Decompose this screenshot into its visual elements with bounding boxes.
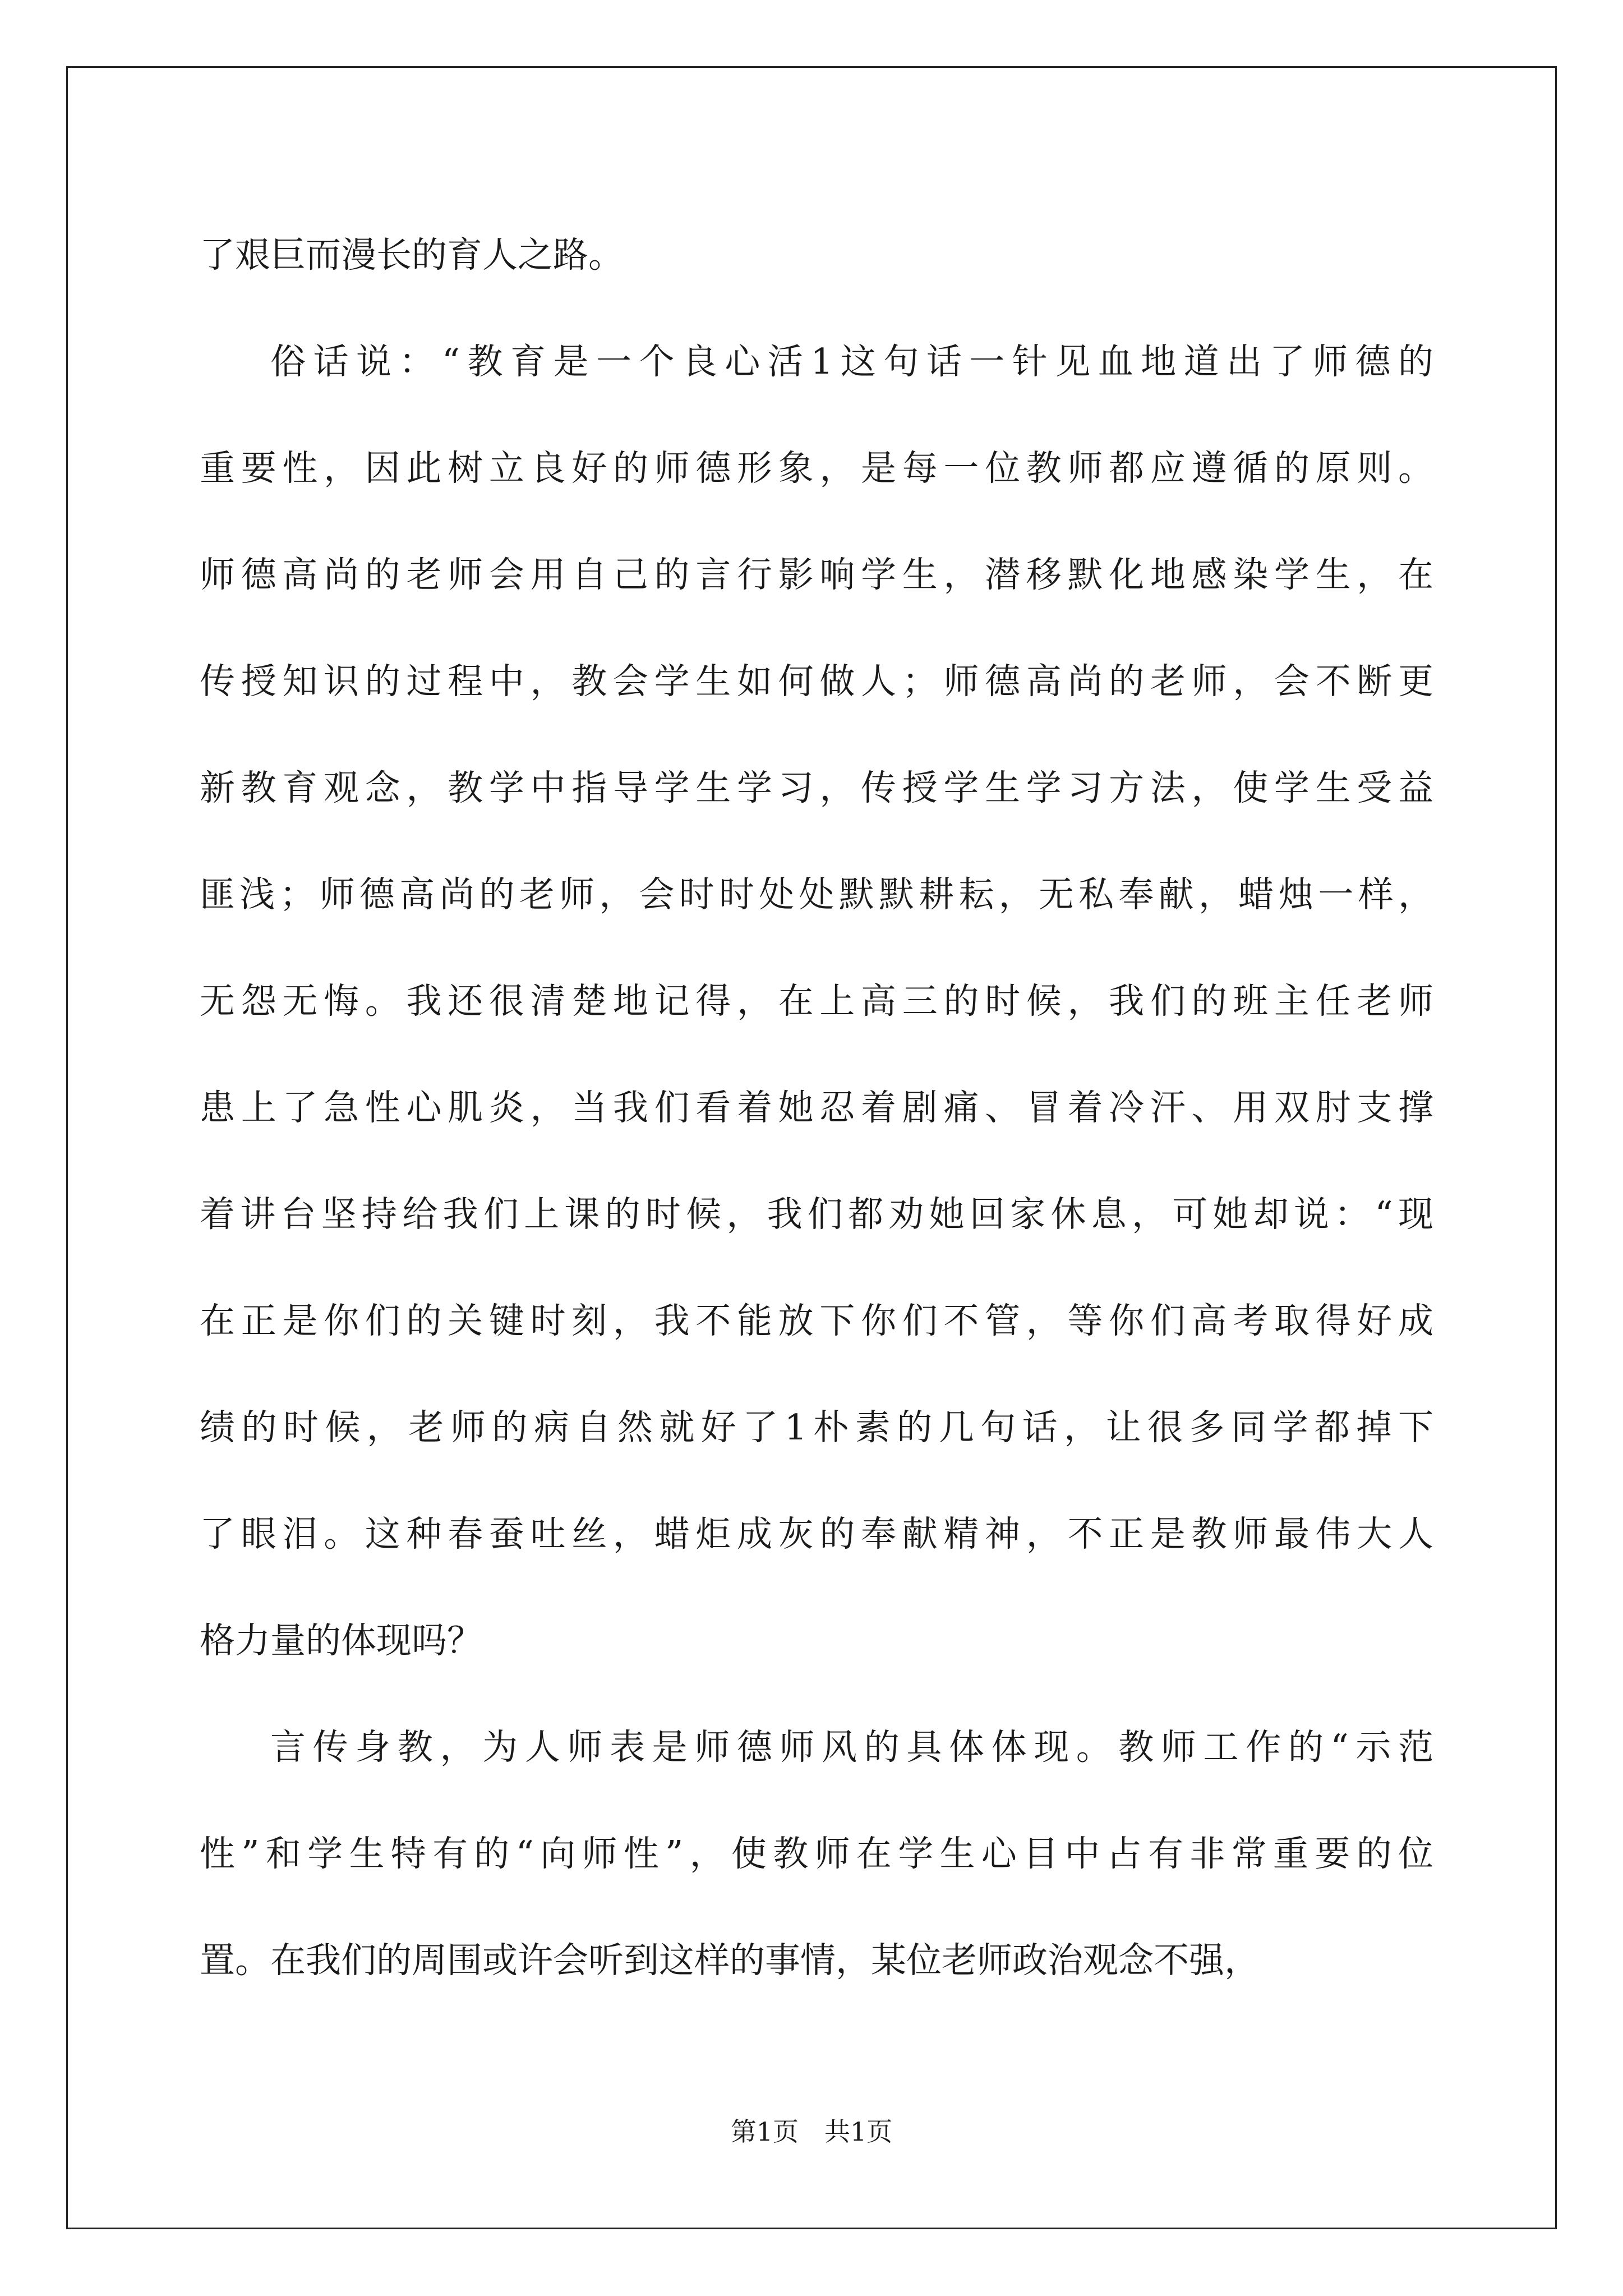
text-line: 置。在我们的周围或许会听到这样的事情，某位老师政治观念不强，	[200, 1940, 1260, 1981]
text-line: 患上了急性心肌炎，当我们看着她忍着剧痛、冒着冷汗、用双肘支撑	[200, 1087, 1433, 1128]
text-line: 匪浅；师德高尚的老师，会时时处处默默耕耘，无私奉献，蜡烛一样，	[200, 874, 1433, 915]
text-line: 重要性，因此树立良好的师德形象，是每一位教师都应遵循的原则。	[200, 448, 1433, 489]
text-line: 了艰巨而漫长的育人之路。	[200, 234, 624, 275]
paragraph	[200, 1694, 1433, 2014]
text-line: 了眼泪。这种春蚕吐丝，蜡炬成灰的奉献精神，不正是教师最伟大人	[200, 1513, 1433, 1554]
paragraph	[200, 309, 1433, 1694]
text-line: 新教育观念，教学中指导学生学习，传授学生学习方法，使学生受益	[200, 767, 1433, 808]
document-body	[200, 202, 1433, 2014]
text-line: 格力量的体现吗？	[200, 1620, 482, 1661]
text-line: 言传身教，为人师表是师德师风的具体体现。教师工作的“示范	[270, 1727, 1433, 1768]
text-line: 无怨无悔。我还很清楚地记得，在上高三的时候，我们的班主任老师	[200, 981, 1433, 1022]
text-line: 绩的时候，老师的病自然就好了1朴素的几句话，让很多同学都掉下	[200, 1407, 1433, 1448]
page-footer: 第1页 共1页	[730, 2116, 893, 2147]
text-line: 在正是你们的关键时刻，我不能放下你们不管，等你们高考取得好成	[200, 1300, 1433, 1341]
text-line: 俗话说：“教育是一个良心活1这句话一针见血地道出了师德的	[270, 341, 1433, 382]
paragraph	[200, 202, 1433, 309]
text-line: 传授知识的过程中，教会学生如何做人；师德高尚的老师，会不断更	[200, 661, 1433, 702]
text-line: 师德高尚的老师会用自己的言行影响学生，潜移默化地感染学生，在	[200, 554, 1433, 595]
text-line: 着讲台坚持给我们上课的时候，我们都劝她回家休息，可她却说：“现	[200, 1194, 1433, 1235]
text-line: 性”和学生特有的“向师性”，使教师在学生心目中占有非常重要的位	[200, 1833, 1433, 1874]
